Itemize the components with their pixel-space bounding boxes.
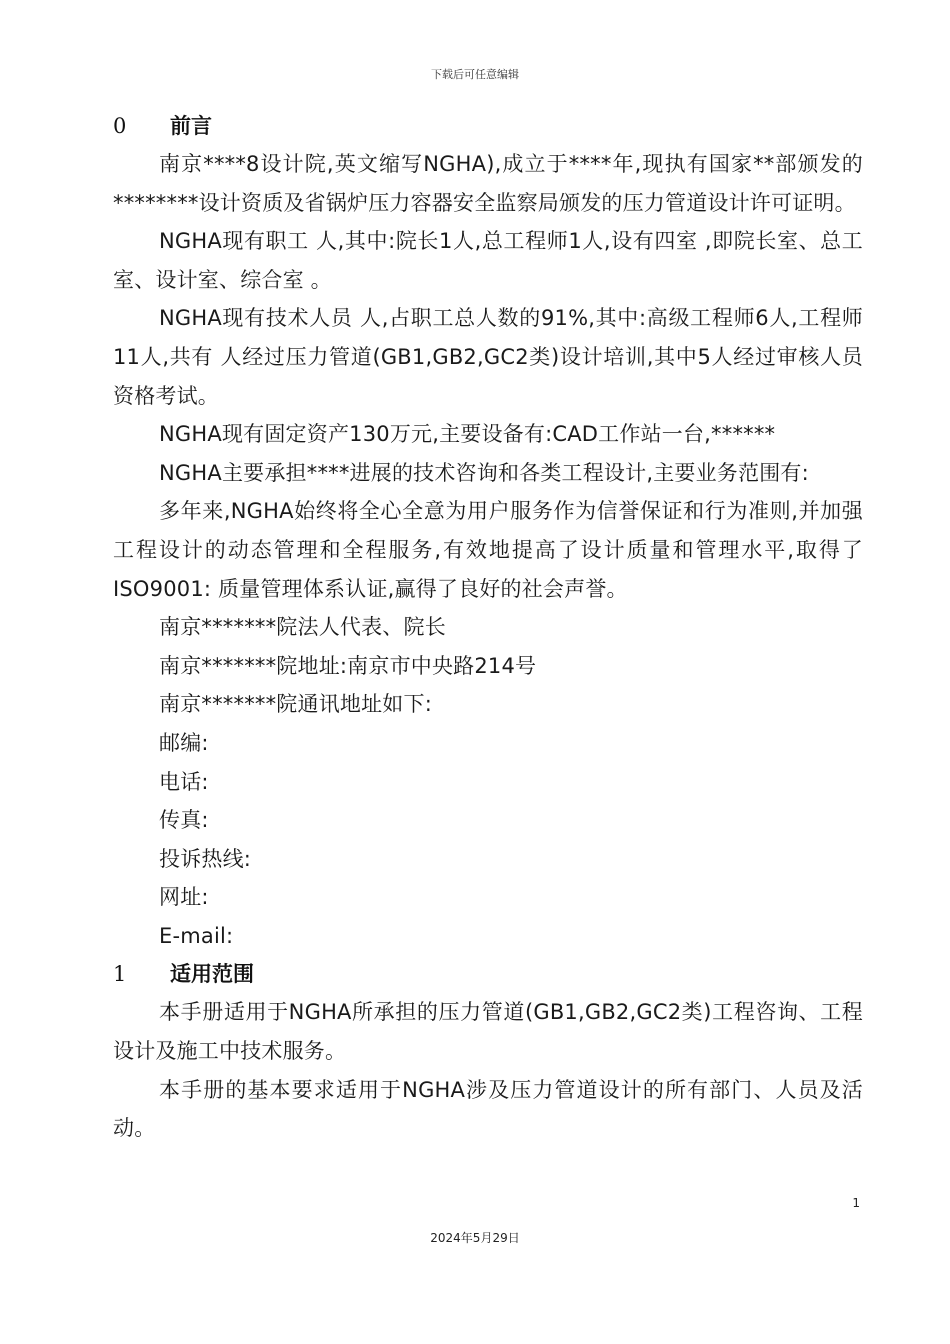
page-header: 下载后可任意编辑 [431,68,519,81]
section-heading-preface [113,107,863,145]
section-number: 0 [113,114,127,138]
footer-date: 2024年5月29日 [430,1231,520,1245]
paragraph: 本手册的基本要求适用于NGHA涉及压力管道设计的所有部门、人员及活动。 [113,1077,863,1141]
contact-line: 电话: [159,769,209,794]
contact-line: 传真: [159,808,209,833]
contact-line: E-mail: [159,923,234,948]
page-number: 1 [852,1196,860,1210]
contact-line: 南京*******院法人代表、院长 [159,615,446,640]
contact-line: 南京*******院通讯地址如下: [159,692,432,717]
section-title: 适用范围 [170,962,254,987]
paragraph: 南京****8设计院,英文缩写NGHA),成立于****年,现执有国家**部颁发的********设计资质及省锅炉压力容器安全监察局颁发的压力管道设计许可证明。 [113,152,863,215]
section-title: 前言 [170,114,212,138]
paragraph: 多年来,NGHA始终将全心全意为用户服务作为信誉保证和行为准则,并加强工程设计的动态管理和全程服务,有效地提高了设计质量和管理水平,取得了ISO9001: 质量管理体系认证,赢得了良好的社会声誉。 [113,499,863,601]
paragraph: NGHA主要承担****进展的技术咨询和各类工程设计,主要业务范围有: [159,460,809,485]
contact-line: 投诉热线: [159,846,252,871]
paragraph: 本手册适用于NGHA所承担的压力管道(GB1,GB2,GC2类)工程咨询、工程设计及施工中技术服务。 [113,1000,863,1064]
paragraph: NGHA现有固定资产130万元,主要设备有:CAD工作站一台,****** [159,422,776,447]
section-number: 1 [113,962,127,987]
contact-line: 南京*******院地址:南京市中央路214号 [159,653,537,678]
paragraph: NGHA现有职工 人,其中:院长1人,总工程师1人,设有四室 ,即院长室、总工室、设计室、综合室 。 [113,229,863,292]
document-body [113,107,863,1148]
paragraph: NGHA现有技术人员 人,占职工总人数的91%,其中:高级工程师6人,工程师11人,共有 人经过压力管道(GB1,GB2,GC2类)设计培训,其中5人经过审核人员资格考试。 [113,306,863,408]
section-heading-scope [113,955,863,993]
contact-line: 网址: [159,885,209,910]
contact-line: 邮编: [159,730,209,755]
